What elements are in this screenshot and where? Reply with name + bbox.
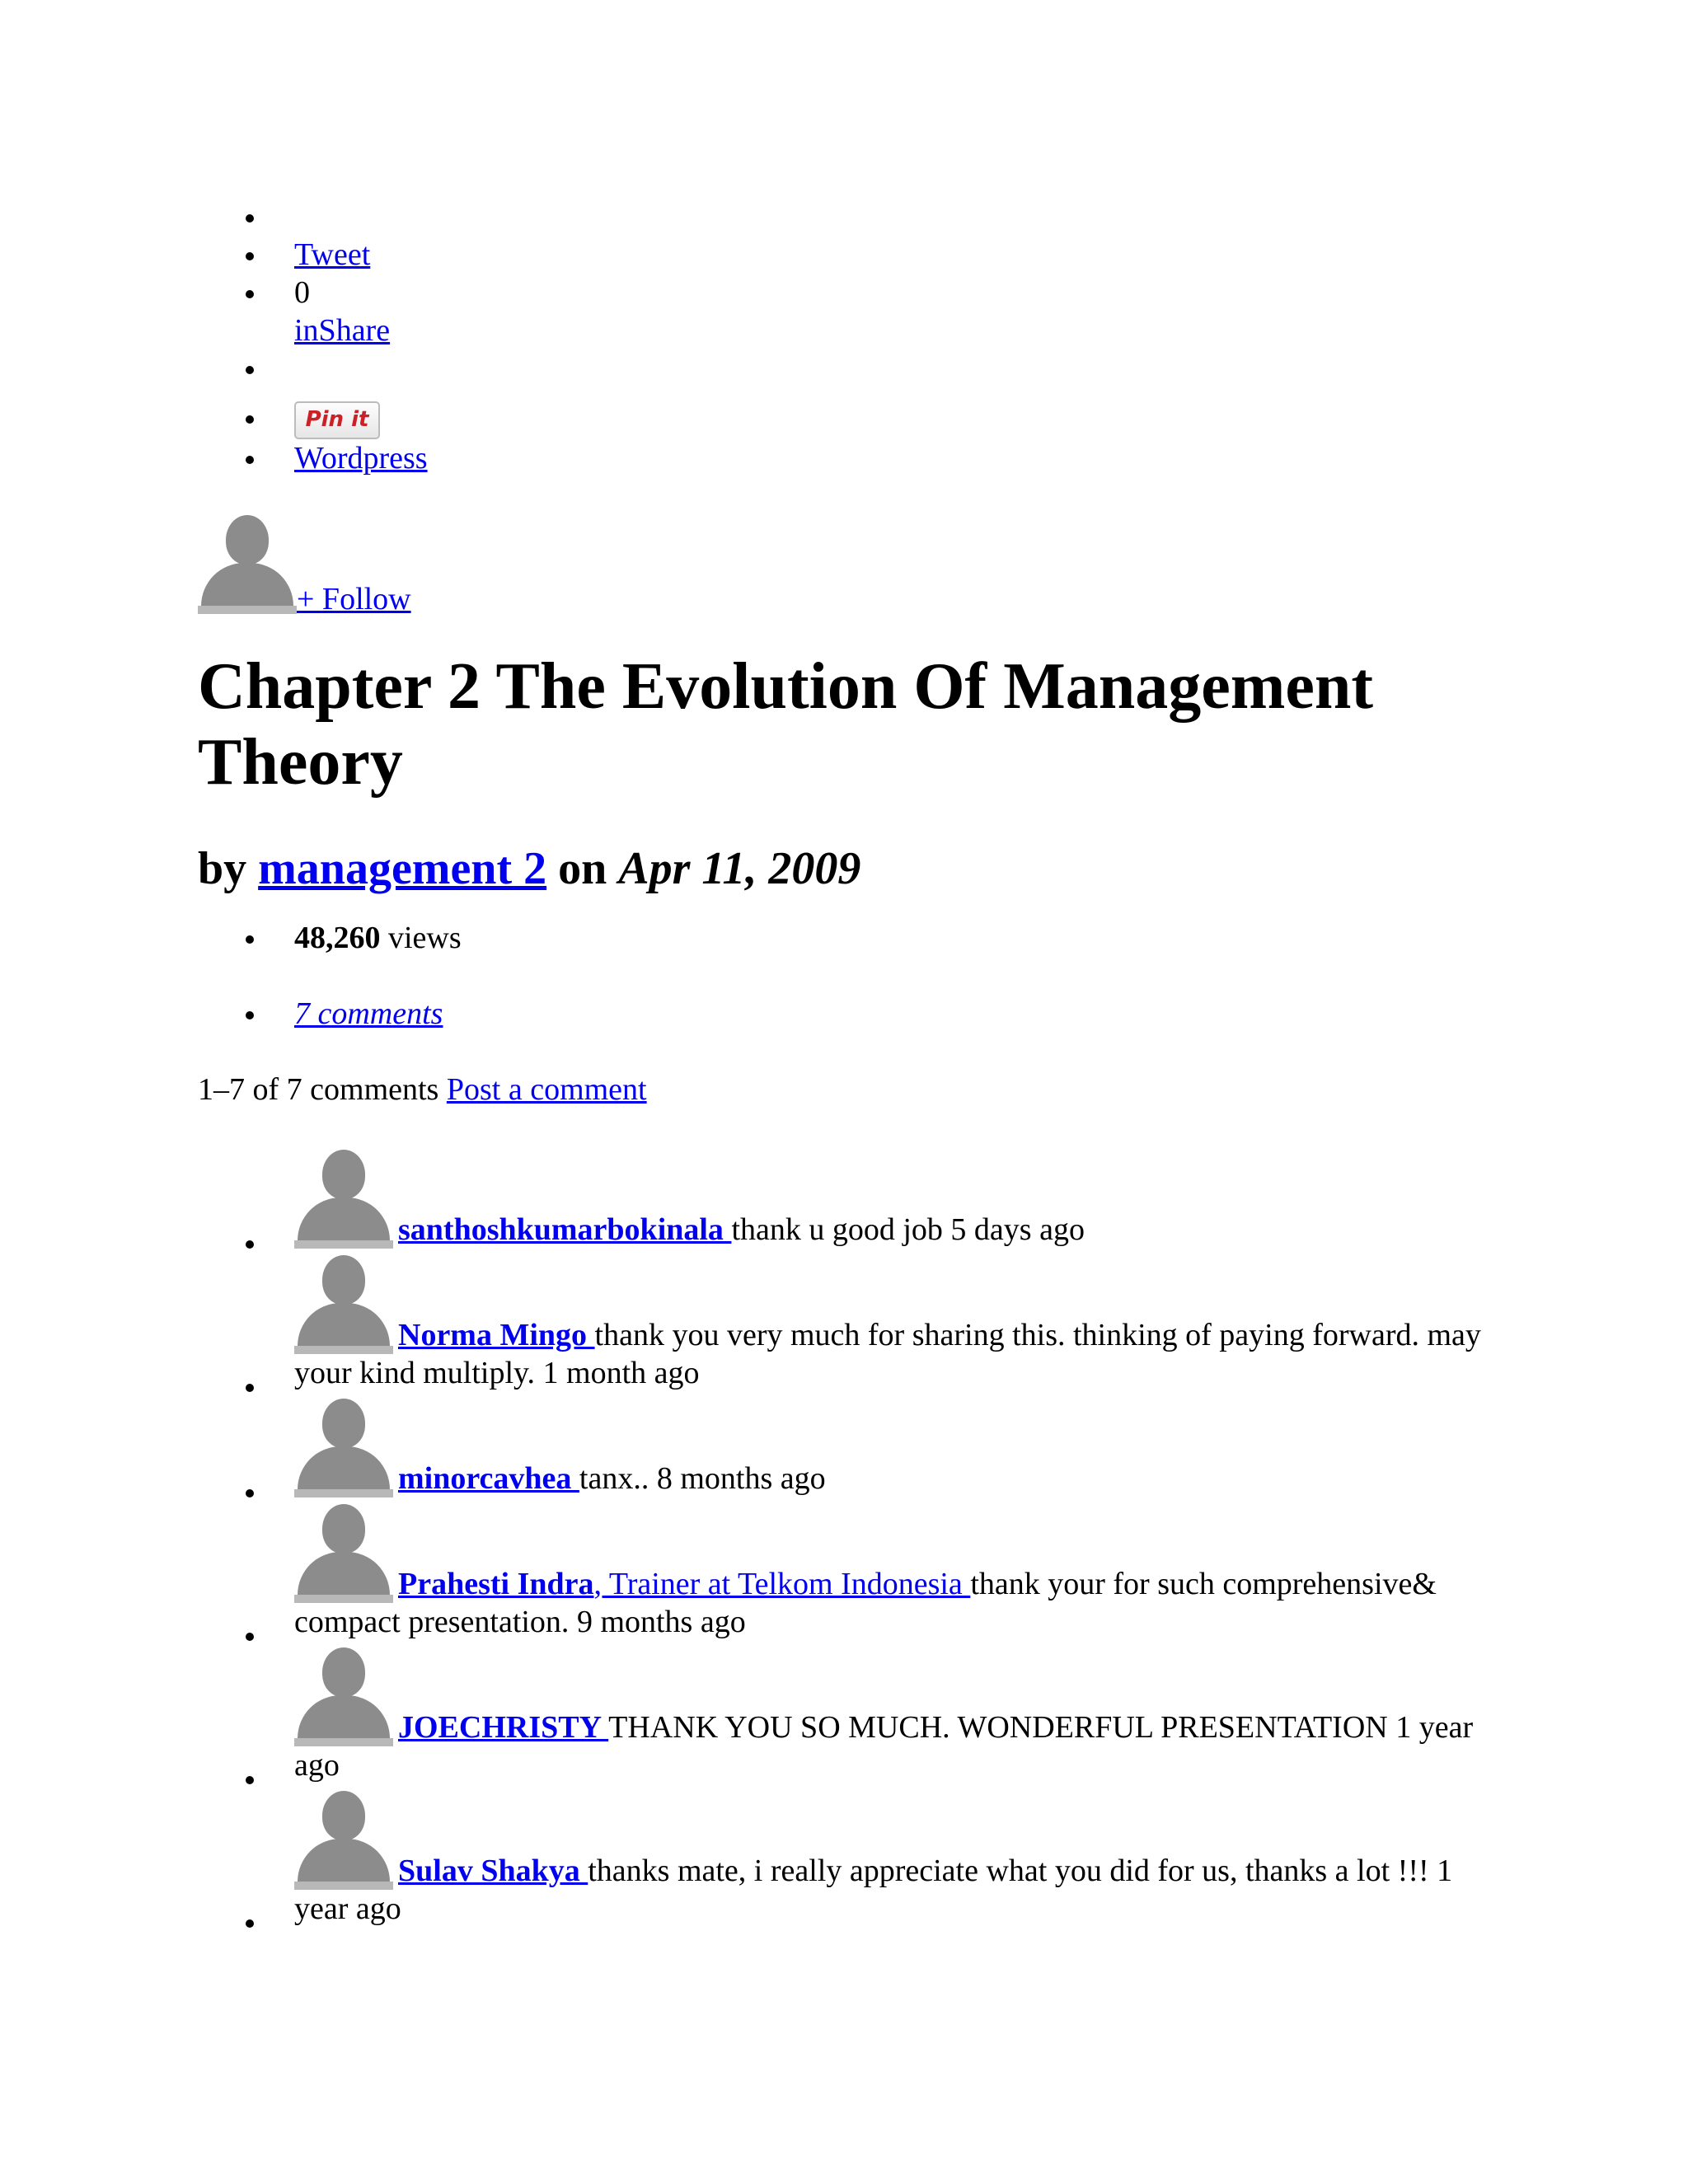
comments-range: 1–7 of 7 comments	[198, 1072, 439, 1108]
avatar-head	[322, 1504, 365, 1554]
comment-time: 1 month ago	[542, 1356, 700, 1391]
avatar-head	[322, 1150, 365, 1199]
avatar-base	[294, 1595, 393, 1603]
comment-time: 1 year ago	[294, 1710, 1474, 1783]
comment-author-link[interactable]	[398, 1567, 970, 1601]
avatar-head	[322, 1399, 365, 1448]
comment-time: 1 year ago	[294, 1854, 1453, 1927]
comment-item	[198, 1399, 1517, 1497]
comments-header	[198, 1071, 1517, 1108]
share-item-wordpress	[198, 439, 1517, 477]
views-label: views	[388, 921, 462, 956]
comment-author-link[interactable]: minorcavhea	[398, 1461, 579, 1497]
comment-author-link[interactable]: Norma Mingo	[398, 1318, 595, 1353]
avatar-shoulders	[201, 563, 293, 609]
share-list	[198, 198, 1517, 477]
comments-list	[198, 1150, 1517, 1928]
comment-text: thank your for such comprehensive& compact presentation.	[294, 1567, 1437, 1640]
avatar-base	[294, 1882, 393, 1890]
share-item-empty-2	[198, 349, 1517, 387]
comment-item	[198, 1647, 1517, 1784]
comment-author-name: Prahesti Indra	[398, 1567, 594, 1602]
follow-link[interactable]: + Follow	[297, 582, 411, 617]
commenter-avatar[interactable]	[294, 1647, 393, 1746]
comment-item	[198, 1504, 1517, 1641]
byline-on: on	[558, 843, 607, 895]
share-item-tweet	[198, 236, 1517, 274]
avatar-base	[198, 606, 297, 614]
commenter-avatar[interactable]	[294, 1150, 393, 1249]
avatar-head	[322, 1791, 365, 1840]
post-comment-link[interactable]: Post a comment	[446, 1072, 647, 1108]
commenter-avatar[interactable]	[294, 1791, 393, 1890]
avatar-base	[294, 1738, 393, 1746]
author-link[interactable]: management 2	[258, 843, 547, 895]
share-item-empty	[198, 198, 1517, 236]
byline	[198, 841, 1517, 896]
comment-author-link[interactable]: JOECHRISTY	[398, 1710, 609, 1746]
page	[198, 198, 1517, 1928]
avatar-head	[322, 1647, 365, 1697]
avatar-base	[294, 1346, 393, 1354]
comment-text: tanx..	[579, 1461, 649, 1497]
pin-it-button[interactable]: Pin it	[294, 401, 380, 439]
avatar-head	[322, 1255, 365, 1305]
comment-author-link[interactable]: Sulav Shakya	[398, 1854, 588, 1889]
comment-text: thank u good job	[731, 1212, 943, 1248]
comment-text: THANK YOU SO MUCH. WONDERFUL PRESENTATION	[608, 1710, 1388, 1746]
comment-item	[198, 1150, 1517, 1249]
avatar-shoulders	[298, 1303, 390, 1349]
comments-link[interactable]: 7 comments	[294, 996, 443, 1032]
avatar-shoulders	[298, 1197, 390, 1244]
stats-list	[198, 919, 1517, 1033]
commenter-avatar[interactable]	[294, 1504, 393, 1603]
comment-item	[198, 1255, 1517, 1392]
comment-author-link[interactable]: santhoshkumarbokinala	[398, 1212, 732, 1248]
commenter-avatar[interactable]	[294, 1399, 393, 1497]
inshare-link[interactable]: inShare	[294, 313, 391, 348]
byline-by: by	[198, 843, 247, 895]
comment-text: thank you very much for sharing this. thinking of paying forward. may your kind multiply.	[294, 1318, 1481, 1391]
avatar-base	[294, 1240, 393, 1249]
comment-time: 8 months ago	[656, 1461, 826, 1497]
tweet-link[interactable]: Tweet	[294, 237, 371, 272]
comment-text: thanks mate, i really appreciate what you did for us, thanks a lot !!!	[588, 1854, 1429, 1889]
comment-item	[198, 1791, 1517, 1928]
comments-stat	[198, 995, 1517, 1033]
avatar-shoulders	[298, 1552, 390, 1598]
commenter-avatar[interactable]	[294, 1255, 393, 1354]
share-item-inshare	[198, 274, 1517, 349]
avatar-shoulders	[298, 1695, 390, 1741]
author-avatar[interactable]	[198, 515, 297, 614]
comment-author-title: , Trainer at Telkom Indonesia	[593, 1567, 971, 1602]
comment-time: 5 days ago	[950, 1212, 1085, 1248]
share-item-pinit	[198, 399, 1517, 439]
views-stat	[198, 919, 1517, 957]
inshare-count: 0	[294, 275, 310, 310]
comment-time: 9 months ago	[576, 1605, 746, 1640]
avatar-head	[226, 515, 269, 565]
avatar-shoulders	[298, 1446, 390, 1493]
follow-row	[198, 515, 1517, 617]
avatar-shoulders	[298, 1839, 390, 1885]
views-count: 48,260	[294, 921, 381, 956]
page-title: Chapter 2 The Evolution Of Management Theory	[198, 650, 1373, 799]
avatar-base	[294, 1489, 393, 1497]
wordpress-link[interactable]: Wordpress	[294, 441, 428, 476]
publish-date: Apr 11, 2009	[618, 843, 861, 895]
